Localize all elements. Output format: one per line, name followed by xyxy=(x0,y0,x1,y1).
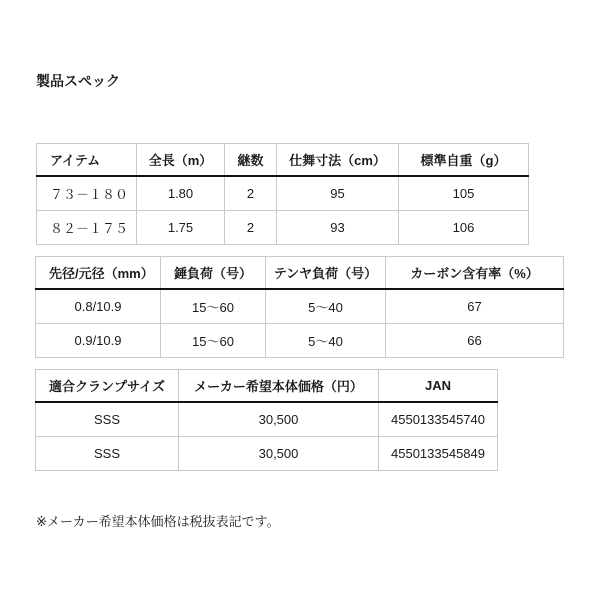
spec-table-load xyxy=(35,256,564,358)
column-header: 適合クランプサイズ xyxy=(36,370,179,403)
table-cell: ８２－１７５ xyxy=(37,211,137,245)
spec-table-item xyxy=(36,143,529,245)
table-cell: 66 xyxy=(386,324,564,358)
table-cell: 15～60 xyxy=(161,324,266,358)
table-cell: 4550133545849 xyxy=(379,437,498,471)
table-cell: 67 xyxy=(386,289,564,324)
table-cell: 105 xyxy=(399,176,529,211)
page-title: 製品スペック xyxy=(36,73,120,89)
table-cell: 2 xyxy=(225,211,277,245)
table-cell: 5～40 xyxy=(266,289,386,324)
column-header: JAN xyxy=(379,370,498,403)
table-cell: 93 xyxy=(277,211,399,245)
table-cell: ７３－１８０ xyxy=(37,176,137,211)
table-cell: 30,500 xyxy=(179,402,379,437)
table-cell: 4550133545740 xyxy=(379,402,498,437)
table-row xyxy=(37,211,529,245)
column-header: 全長（m） xyxy=(137,144,225,177)
column-header: カーボン含有率（%） xyxy=(386,257,564,290)
table-cell: 30,500 xyxy=(179,437,379,471)
table-row xyxy=(37,176,529,211)
table-cell: 1.75 xyxy=(137,211,225,245)
header-row xyxy=(37,144,529,177)
table-row xyxy=(36,324,564,358)
table-cell: 0.9/10.9 xyxy=(36,324,161,358)
table-row xyxy=(36,289,564,324)
table-cell: SSS xyxy=(36,437,179,471)
price-tax-footnote: ※メーカー希望本体価格は税抜表記です。 xyxy=(36,514,280,529)
table-cell: 1.80 xyxy=(137,176,225,211)
spec-table-price xyxy=(35,369,498,471)
table-cell: 2 xyxy=(225,176,277,211)
table-cell: 106 xyxy=(399,211,529,245)
table-cell: 15～60 xyxy=(161,289,266,324)
column-header: 仕舞寸法（cm） xyxy=(277,144,399,177)
header-row xyxy=(36,370,498,403)
table-row xyxy=(36,437,498,471)
table-cell: SSS xyxy=(36,402,179,437)
table-cell: 0.8/10.9 xyxy=(36,289,161,324)
column-header: 継数 xyxy=(225,144,277,177)
column-header: 標準自重（g） xyxy=(399,144,529,177)
column-header: アイテム xyxy=(37,144,137,177)
column-header: 先径/元径（mm） xyxy=(36,257,161,290)
column-header: 錘負荷（号） xyxy=(161,257,266,290)
table-cell: 5～40 xyxy=(266,324,386,358)
table-cell: 95 xyxy=(277,176,399,211)
header-row xyxy=(36,257,564,290)
column-header: メーカー希望本体価格（円） xyxy=(179,370,379,403)
column-header: テンヤ負荷（号） xyxy=(266,257,386,290)
table-row xyxy=(36,402,498,437)
